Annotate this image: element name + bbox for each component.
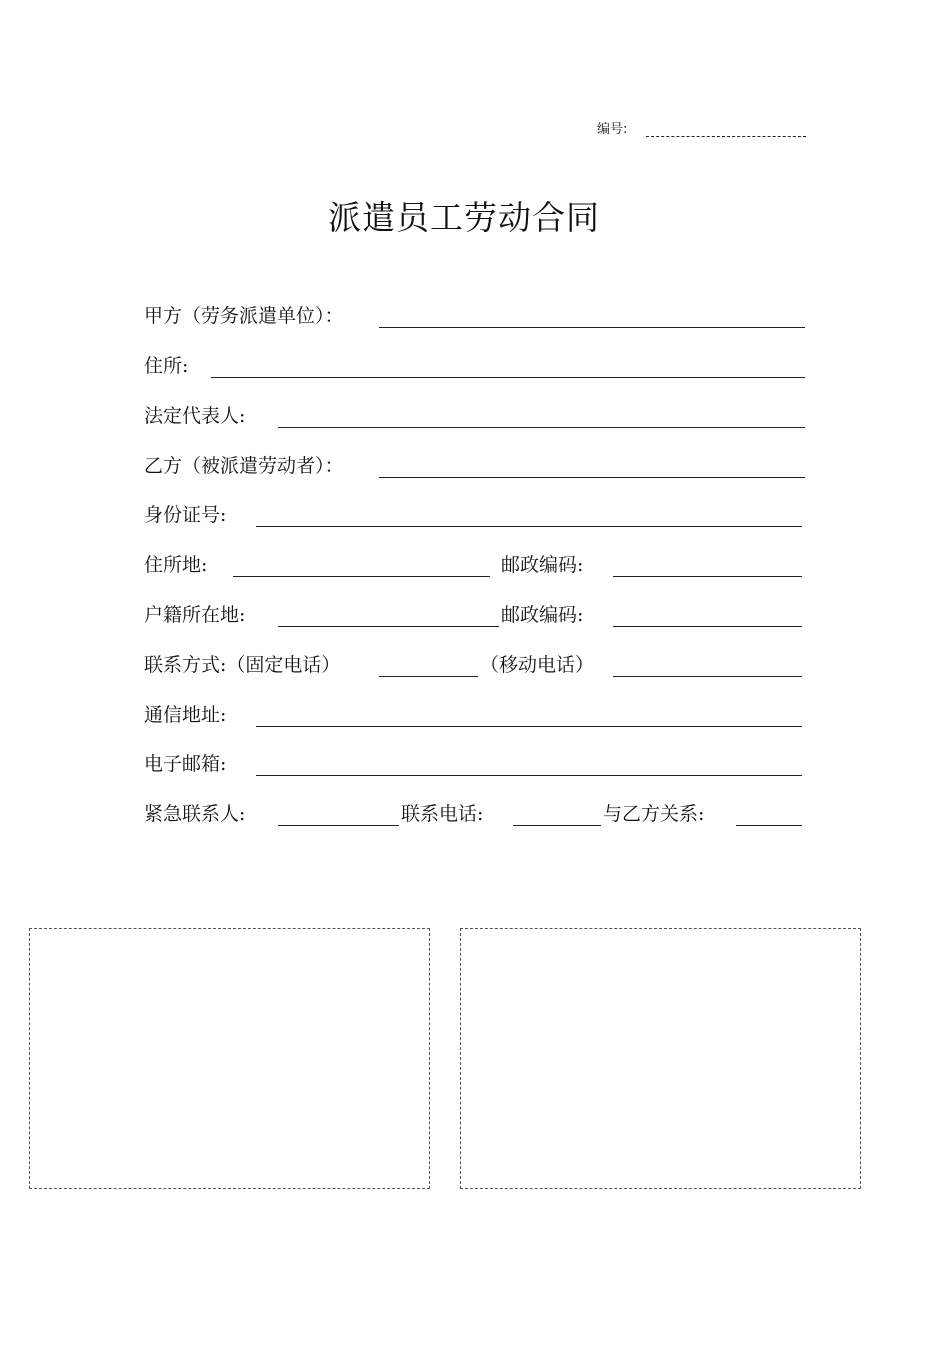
- mail-address-label: 通信地址:: [144, 704, 227, 726]
- party-a-label: 甲方（劳务派遣单位）：: [144, 305, 344, 327]
- household-label: 户籍所在地:: [144, 604, 246, 626]
- postcode-label: 邮政编码:: [501, 554, 584, 576]
- household-field[interactable]: [278, 626, 499, 627]
- mobile-label: （移动电话）: [480, 654, 595, 676]
- legal-rep-field[interactable]: [278, 427, 805, 428]
- id-number-field[interactable]: [256, 526, 802, 527]
- landline-field[interactable]: [379, 676, 478, 677]
- id-number-label: 身份证号:: [144, 504, 227, 526]
- party-b-field[interactable]: [379, 477, 805, 478]
- emergency-contact-label: 紧急联系人:: [144, 803, 246, 825]
- legal-rep-label: 法定代表人:: [144, 405, 246, 427]
- email-label: 电子邮箱:: [144, 753, 227, 775]
- household-postcode-label: 邮政编码:: [501, 604, 584, 626]
- emergency-contact-field[interactable]: [278, 825, 399, 826]
- postcode-field[interactable]: [613, 576, 802, 577]
- address-label: 住所:: [144, 355, 189, 377]
- residence-field[interactable]: [233, 576, 490, 577]
- address-field[interactable]: [211, 377, 805, 378]
- household-postcode-field[interactable]: [613, 626, 802, 627]
- contact-phone-field[interactable]: [513, 825, 601, 826]
- serial-number-label: 编号:: [597, 122, 628, 137]
- serial-number-field[interactable]: [646, 136, 806, 137]
- mail-address-field[interactable]: [256, 726, 802, 727]
- contact-phone-label: 联系电话:: [401, 803, 484, 825]
- id-card-front-box[interactable]: [29, 928, 430, 1189]
- party-a-field[interactable]: [379, 327, 805, 328]
- party-b-label: 乙方（被派遣劳动者）：: [144, 455, 344, 477]
- residence-label: 住所地:: [144, 554, 208, 576]
- relation-field[interactable]: [736, 825, 802, 826]
- email-field[interactable]: [256, 775, 802, 776]
- contact-label: 联系方式:（固定电话）: [144, 654, 341, 676]
- mobile-field[interactable]: [613, 676, 802, 677]
- document-title: 派遣员工劳动合同: [328, 198, 600, 237]
- relation-label: 与乙方关系:: [603, 803, 705, 825]
- id-card-back-box[interactable]: [460, 928, 861, 1189]
